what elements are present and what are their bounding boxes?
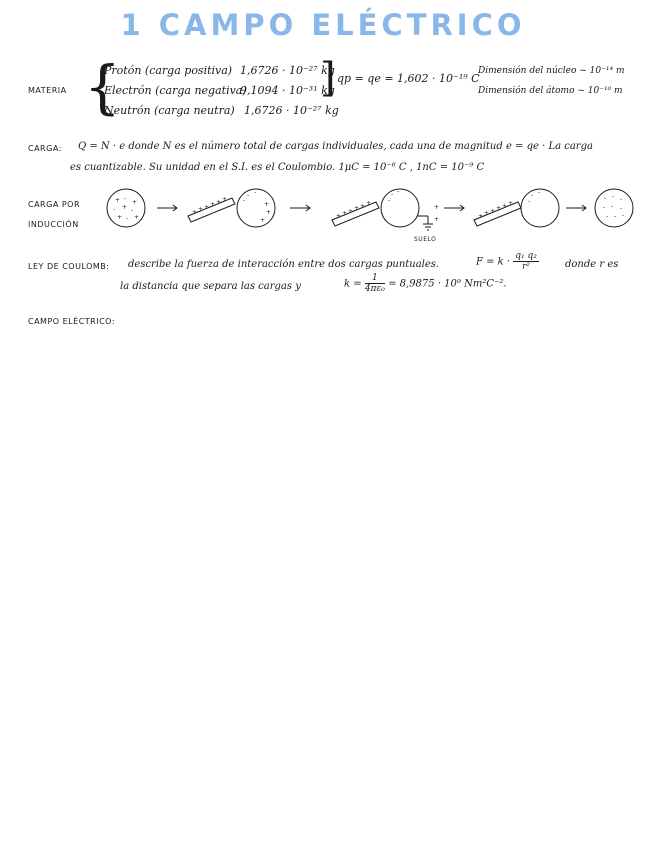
svg-text:+: + — [204, 204, 210, 211]
grounded-sphere — [381, 189, 419, 227]
force-fraction — [513, 252, 539, 272]
k-lhs: k = — [344, 278, 362, 290]
svg-text:-: - — [611, 203, 614, 210]
svg-text:+: + — [117, 214, 123, 221]
svg-text:-: - — [612, 193, 615, 200]
svg-text:+: + — [134, 214, 140, 221]
charged-rod-2 — [332, 200, 379, 226]
svg-text:+: + — [132, 199, 138, 206]
svg-text:+: + — [260, 217, 266, 224]
svg-text:-: - — [622, 212, 625, 219]
svg-text:+: + — [122, 204, 128, 211]
k-fraction — [365, 274, 385, 294]
svg-text:+: + — [216, 199, 222, 206]
svg-text:+: + — [210, 201, 216, 208]
ground-label: SUELO — [414, 236, 437, 243]
induction-diagram — [0, 180, 646, 250]
svg-text:-: - — [243, 197, 246, 204]
materia-right-bracket: ] — [320, 55, 336, 101]
svg-text:+: + — [264, 201, 270, 208]
k-numerator: 1 — [365, 274, 385, 284]
carga-label: CARGA: — [28, 144, 62, 153]
svg-text:+: + — [496, 205, 502, 212]
svg-text:+: + — [360, 203, 366, 210]
neutron-mass: 1,6726 · 10⁻²⁷ kg — [244, 104, 339, 117]
charged-rod-3 — [474, 200, 521, 226]
svg-text:-: - — [124, 195, 127, 202]
svg-text:+: + — [266, 209, 272, 216]
coulomb-line-1-end: donde r es — [565, 259, 619, 270]
svg-text:-: - — [254, 189, 257, 196]
svg-text:+: + — [484, 210, 490, 217]
coulomb-line-1: describe la fuerza de interacción entre dos cargas puntuales. — [128, 259, 440, 270]
svg-text:-: - — [604, 195, 607, 202]
materia-label: MATERIA — [28, 86, 67, 95]
negative-charges — [603, 193, 624, 220]
svg-text:+: + — [366, 200, 372, 207]
svg-text:+: + — [336, 213, 342, 220]
svg-text:+: + — [354, 205, 360, 212]
k-denominator: 4πε₀ — [364, 284, 385, 294]
svg-text:-: - — [126, 215, 129, 222]
svg-text:-: - — [538, 189, 541, 196]
k-value: = 8,9875 · 10⁹ Nm²C⁻². — [388, 278, 507, 290]
svg-text:-: - — [247, 192, 250, 199]
svg-text:-: - — [614, 213, 617, 220]
svg-text:+: + — [508, 200, 514, 207]
nucleus-dimension: Dimensión del núcleo ~ 10⁻¹⁴ m — [478, 66, 625, 76]
campo-electrico-label: CAMPO ELÉCTRICO: — [28, 317, 116, 326]
svg-text:+: + — [222, 196, 228, 203]
svg-text:-: - — [531, 192, 534, 199]
neutron-name: Neutrón (carga neutra) — [104, 104, 235, 117]
svg-text:-: - — [606, 213, 609, 220]
atom-dimension: Dimensión del átomo ~ 10⁻¹⁰ m — [478, 86, 623, 96]
charged-rod-1 — [188, 196, 235, 222]
force-numerator: q₁ q₂ — [515, 251, 537, 261]
svg-text:+: + — [502, 203, 508, 210]
carga-line-1: Q = N · e donde N es el número total de cargas individuales, cada una de magnitud e = qe · La carga — [78, 141, 593, 152]
neutral-sphere-charges — [113, 195, 139, 222]
charge-equation: qp = qe = 1,602 · 10⁻¹⁹ C — [337, 72, 480, 85]
proton-mass: 1,6726 · 10⁻²⁷ kg — [240, 64, 335, 77]
svg-text:+: + — [342, 210, 348, 217]
proton-name: Protón (carga positiva) — [104, 64, 233, 77]
svg-text:-: - — [397, 188, 400, 195]
svg-text:-: - — [391, 191, 394, 198]
svg-text:+: + — [478, 213, 484, 220]
svg-text:-: - — [113, 206, 116, 213]
svg-text:+: + — [434, 204, 440, 211]
coulomb-label: LEY DE COULOMB: — [28, 262, 110, 271]
polarized-sphere-charges — [243, 189, 271, 224]
force-formula — [476, 252, 539, 272]
k-formula — [344, 274, 506, 294]
svg-text:+: + — [115, 197, 121, 204]
force-lhs: F = k · — [476, 256, 511, 268]
svg-text:+: + — [198, 206, 204, 213]
materia-left-brace: { — [84, 53, 121, 121]
svg-text:+: + — [490, 208, 496, 215]
coulomb-line-2: la distancia que separa las cargas y — [120, 281, 301, 292]
electron-mass: 9,1094 · 10⁻³¹ kg — [240, 84, 335, 97]
svg-text:-: - — [131, 207, 134, 214]
svg-text:-: - — [603, 204, 606, 211]
carga-line-2: es cuantizable. Su unidad en el S.I. es el Coulombio. 1μC = 10⁻⁶ C , 1nC = 10⁻⁹ C — [70, 162, 485, 173]
page-title: 1 CAMPO ELÉCTRICO — [120, 8, 526, 42]
induccion-label-line-2: INDUCCIÓN — [28, 220, 79, 229]
svg-text:-: - — [528, 198, 531, 205]
svg-text:-: - — [620, 205, 623, 212]
electron-name: Electrón (carga negativa) — [104, 84, 247, 97]
induccion-label-line-1: CARGA POR — [28, 200, 81, 209]
svg-text:+: + — [434, 216, 440, 223]
svg-text:+: + — [348, 208, 354, 215]
svg-text:-: - — [388, 197, 391, 204]
svg-text:-: - — [620, 196, 623, 203]
svg-text:+: + — [192, 209, 198, 216]
force-denominator: r² — [522, 262, 531, 272]
